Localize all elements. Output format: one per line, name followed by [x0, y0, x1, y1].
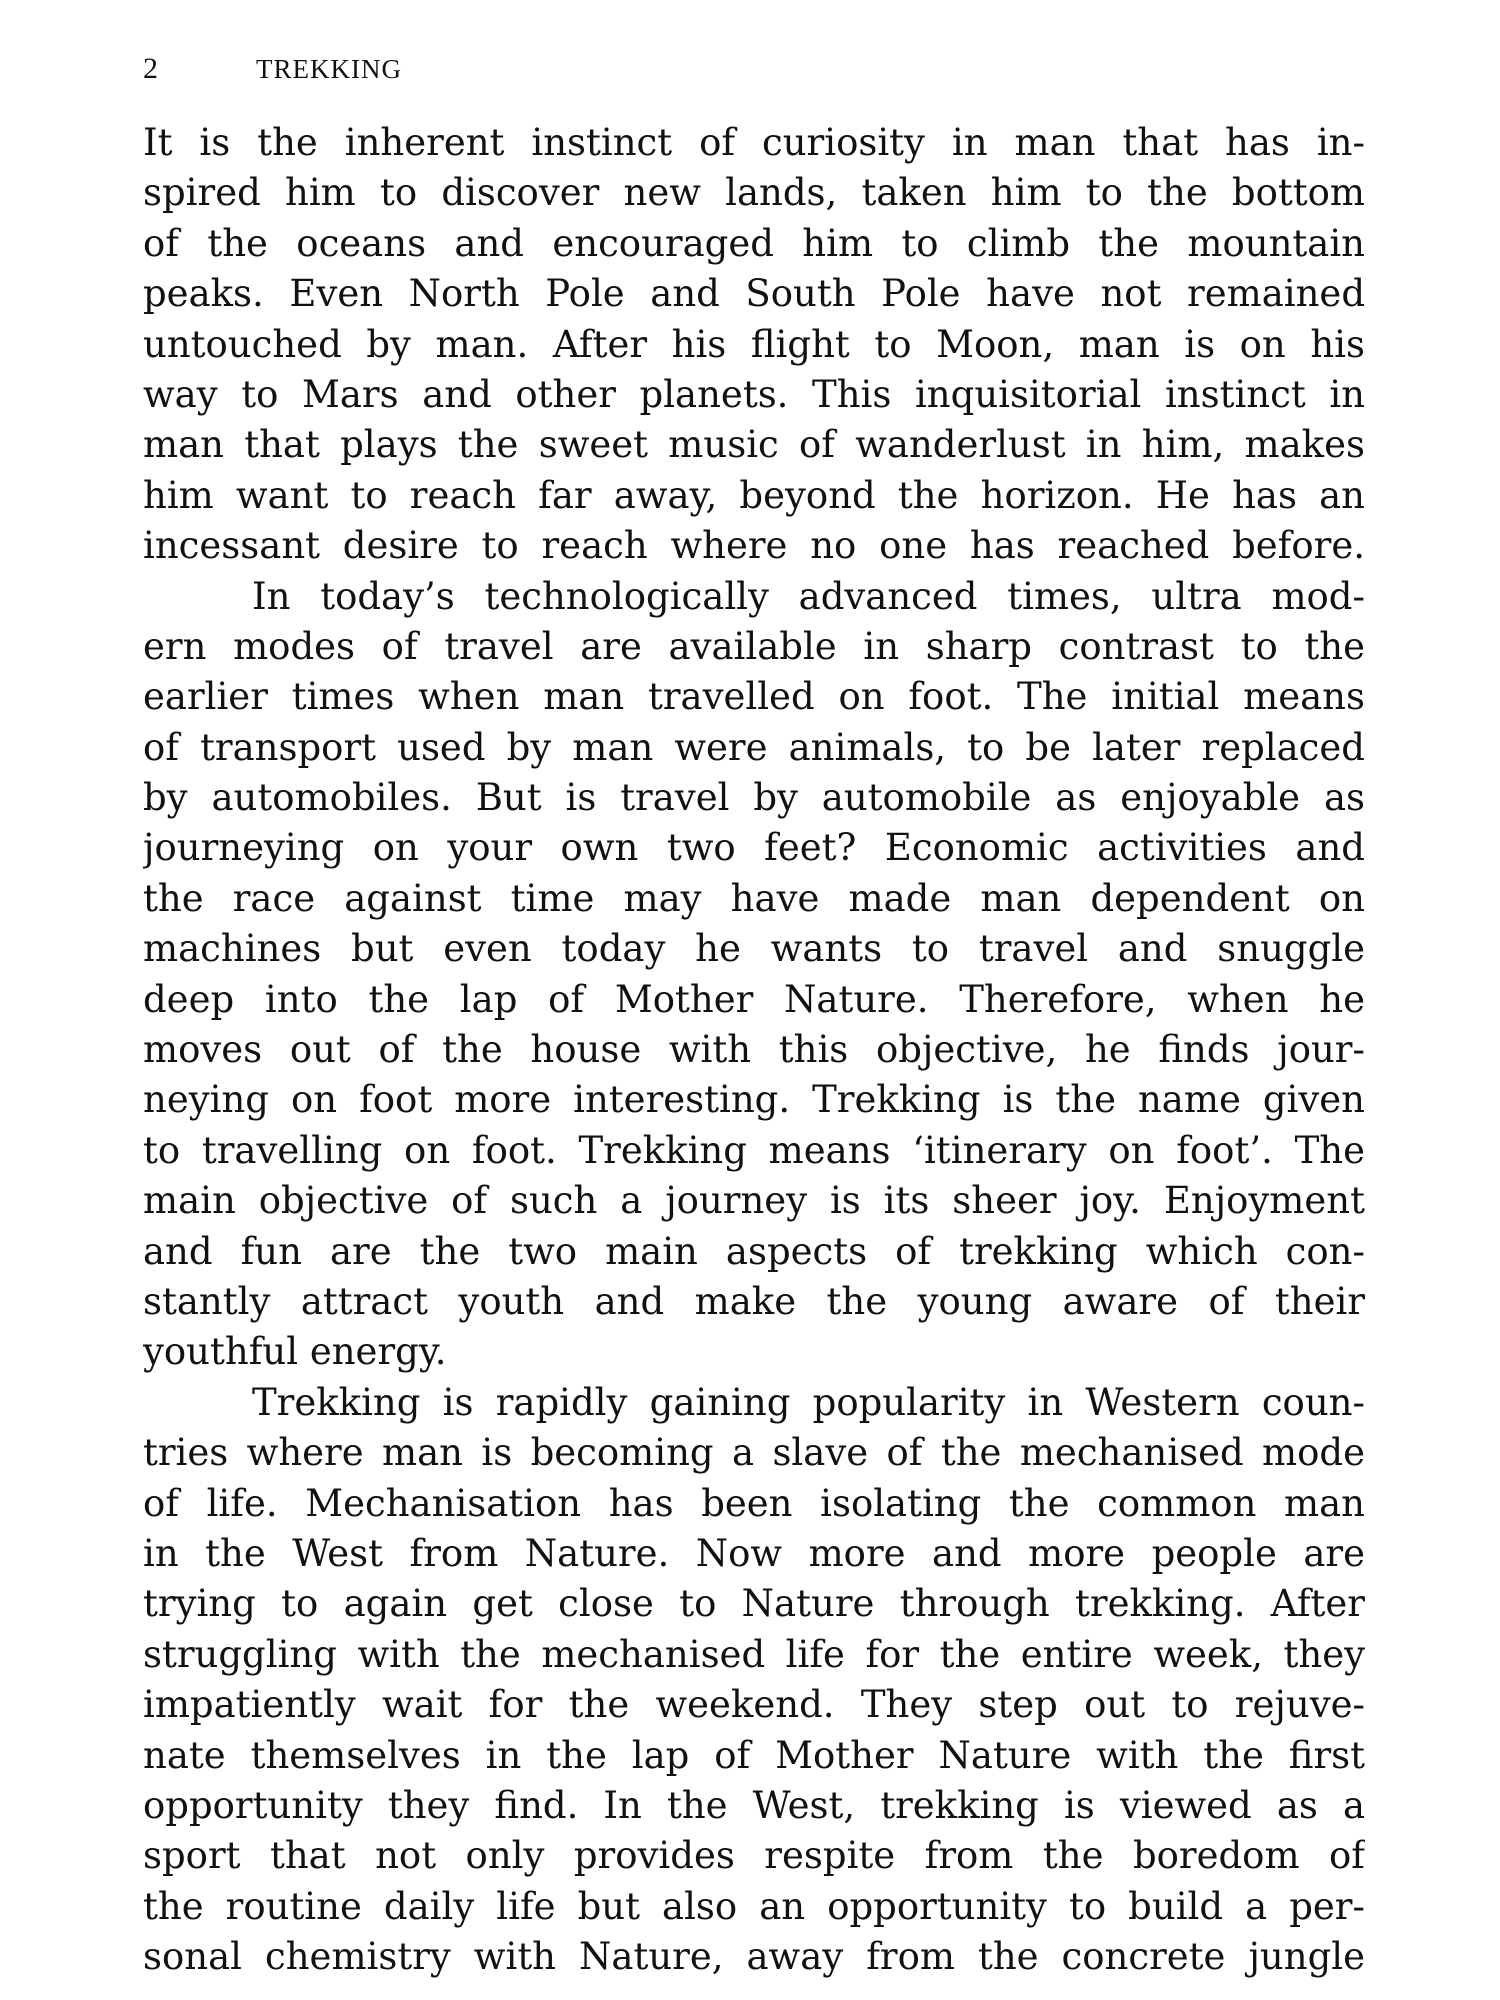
text-line: struggling with the mechanised life for the entire week, they [143, 1632, 1365, 1676]
text-line: and fun are the two main aspects of trekking which con- [143, 1229, 1365, 1273]
text-line: spired him to discover new lands, taken him to the bottom [143, 171, 1365, 215]
paragraph-1 [143, 118, 1365, 572]
text-line: tries where man is becoming a slave of the mechanised mode [143, 1431, 1365, 1475]
text-line: journeying on your own two feet? Economic activities and [143, 826, 1365, 870]
text-line: youthful energy. [143, 1330, 447, 1374]
text-line: to travelling on foot. Trekking means ‘itinerary on foot’. The [143, 1128, 1365, 1172]
text-line: neying on foot more interesting. Trekking is the name given [143, 1078, 1365, 1122]
text-line: the race against time may have made man dependent on [143, 876, 1365, 920]
text-line: impatiently wait for the weekend. They step out to rejuve- [143, 1683, 1365, 1727]
text-line: stantly attract youth and make the young aware of their [143, 1279, 1365, 1323]
text-line: trying to again get close to Nature through trekking. After [143, 1582, 1365, 1626]
text-line: of life. Mechanisation has been isolating the common man [143, 1481, 1365, 1525]
text-line: of the oceans and encouraged him to climb the mountain [143, 221, 1365, 265]
text-line: It is the inherent instinct of curiosity in man that has in- [143, 121, 1365, 164]
text-line: him want to reach far away, beyond the horizon. He has an [143, 473, 1365, 517]
running-head [143, 52, 402, 92]
text-line: untouched by man. After his flight to Moon, man is on his [143, 322, 1365, 366]
text-line: in the West from Nature. Now more and more people are [143, 1531, 1365, 1575]
text-line: main objective of such a journey is its sheer joy. Enjoyment [143, 1179, 1365, 1223]
section-title: TREKKING [256, 54, 402, 84]
text-line: way to Mars and other planets. This inquisitorial instinct in [143, 372, 1365, 416]
text-line: by automobiles. But is travel by automobile as enjoyable as [143, 776, 1365, 820]
page-number: 2 [143, 52, 158, 85]
text-line: incessant desire to reach where no one has reached before. [143, 524, 1365, 568]
text-line: man that plays the sweet music of wanderlust in him, makes [143, 423, 1365, 467]
text-line: deep into the lap of Mother Nature. Therefore, when he [143, 977, 1365, 1021]
text-line: sonal chemistry with Nature, away from the concrete jungle [143, 1935, 1365, 1979]
text-line: of transport used by man were animals, to be later replaced [143, 725, 1365, 769]
text-line: sport that not only provides respite from the boredom of [143, 1834, 1365, 1878]
text-line: earlier times when man travelled on foot. The initial means [143, 675, 1365, 719]
text-line: the routine daily life but also an opportunity to build a per- [143, 1884, 1365, 1928]
text-line: moves out of the house with this objective, he finds jour- [143, 1028, 1365, 1072]
text-line: opportunity they find. In the West, trekking is viewed as a [143, 1783, 1365, 1827]
body-text [143, 118, 1365, 1982]
text-line: peaks. Even North Pole and South Pole have not remained [143, 272, 1365, 316]
text-line: nate themselves in the lap of Mother Nature with the first [143, 1733, 1365, 1777]
paragraph-2 [143, 572, 1365, 1378]
paragraph-3 [143, 1378, 1365, 1983]
text-line: machines but even today he wants to travel and snuggle [143, 927, 1365, 971]
text-line: Trekking is rapidly gaining popularity in Western coun- [252, 1380, 1365, 1424]
text-line: In today’s technologically advanced times, ultra mod- [252, 574, 1365, 618]
text-line: ern modes of travel are available in sharp contrast to the [143, 624, 1365, 668]
